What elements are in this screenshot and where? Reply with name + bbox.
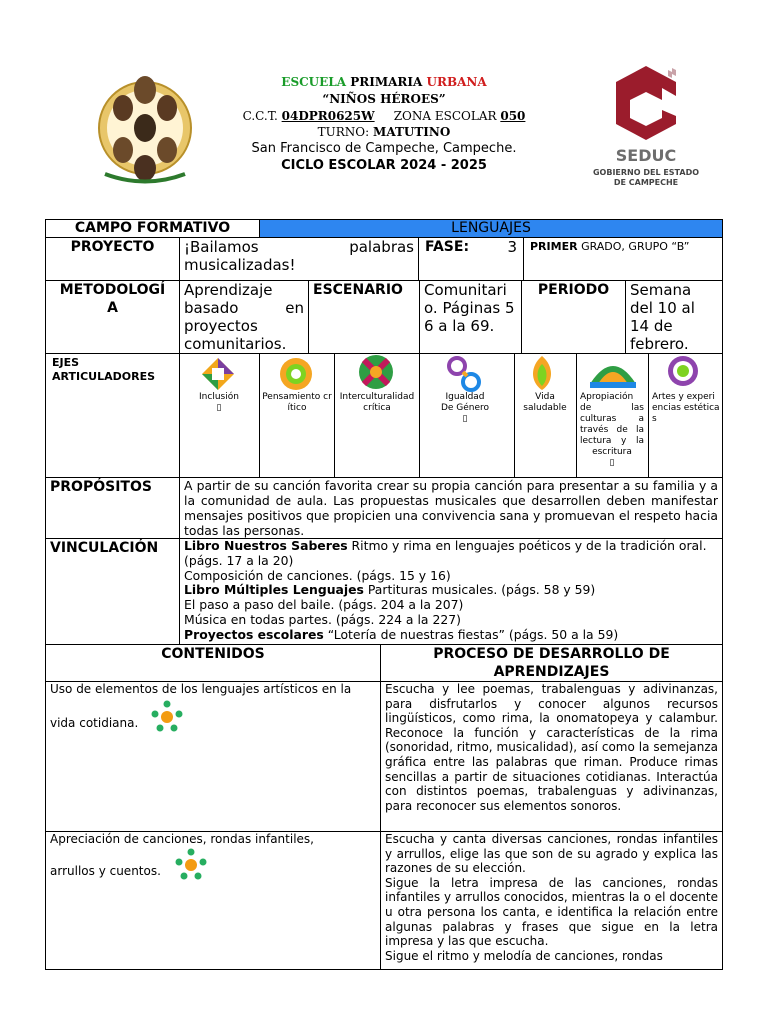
cycle-line: CICLO ESCOLAR 2024 - 2025 <box>281 158 487 173</box>
igualdad-genero-icon <box>445 354 485 394</box>
fase-cell: FASE: 3 <box>418 237 524 281</box>
seduc-name: SEDUC <box>615 146 677 165</box>
escuela-word: ESCUELA <box>281 75 347 89</box>
cct-line: C.C.T. 04DPR0625W ZONA ESCOLAR 050 <box>242 109 526 123</box>
escenario-value: Comunitario. Páginas 56 a la 69. <box>419 280 522 354</box>
eje-artes: Artes y experiencias estéticas <box>652 392 720 424</box>
urbana-word: URBANA <box>426 75 487 89</box>
contenido-row-2: Apreciación de canciones, rondas infantiles, arrullos y cuentos. <box>45 831 381 970</box>
metodologia-label: METODOLOGÍA <box>45 280 180 354</box>
ejes-label: EJES ARTICULADORES <box>45 353 180 478</box>
vinculacion-value: Libro Nuestros Saberes Ritmo y rima en lenguajes poéticos y de la tradición oral. (págs. 17 a la 20) Composición de canciones. (págs. 15 y 16) Libro Múltiples Lenguajes Partituras musicales. (págs. 58 y 59) El paso a paso del baile. (págs. 204 a la 207) Música en todas partes. (págs. 224 a la 227) Proyectos escolares “Lotería de nuestras fiestas” (págs. 50 a la 59) <box>179 538 723 645</box>
proceso-row-2: Escucha y canta diversas canciones, rondas infantiles y arrullos, elige las que son de su agrado y explica las razones de su elección. Sigue la letra impresa de las canciones, rondas infantiles y arrullos conocidos, mientras la o el docente u otra persona los canta, e identifica la relación entre algunas palabras y frases que sigue en la letra impresa y las que escucha. Sigue el ritmo y melodía de canciones, rondas <box>380 831 723 970</box>
pensamiento-critico-icon <box>278 356 314 392</box>
vida-saludable-icon <box>524 354 560 392</box>
vinculacion-label: VINCULACIÓN <box>45 538 180 645</box>
proyecto-label: PROYECTO <box>45 237 180 281</box>
campo-label: CAMPO FORMATIVO <box>45 219 260 238</box>
periodo-value: Semana del 10 al 14 de febrero. <box>625 280 723 354</box>
inclusion-icon <box>200 356 236 392</box>
eje-pensamiento: Pensamiento crítico <box>262 392 332 413</box>
school-emblem <box>95 64 195 188</box>
eje-interculturalidad: Interculturalidad crítica <box>339 392 415 413</box>
proyecto-value: ¡Bailamos palabras musicalizadas! <box>179 237 419 281</box>
school-type-line <box>200 75 568 89</box>
zona-value: 050 <box>500 109 526 123</box>
cct-value: 04DPR0625W <box>281 109 375 123</box>
city-line: San Francisco de Campeche, Campeche. <box>251 141 517 156</box>
pensamiento-critico-small-icon-2 <box>172 846 210 884</box>
contenidos-header: CONTENIDOS <box>45 644 381 682</box>
seduc-sub2: DE CAMPECHE <box>613 178 679 187</box>
seduc-logo <box>606 62 686 142</box>
apropiacion-culturas-icon <box>588 354 638 390</box>
periodo-label: PERIODO <box>521 280 626 354</box>
contenido-row-1: Uso de elementos de los lenguajes artísticos en la vida cotidiana. <box>45 681 381 832</box>
eje-vida: Vida saludable <box>523 392 567 413</box>
proceso-row-1: Escucha y lee poemas, trabalenguas y adivinanzas, para disfrutarlos y conocer algunos recursos lingüísticos, como rima, la onomatopeya y calambur. Reconoce la función y características de la rima (sonoridad, ritmo, musicalidad), así como la semejanza gráfica entre las palabras que riman. Produce rimas sencillas a partir de situaciones cotidianas. Interactúa con distintos poemas, trabalenguas y adivinanzas, para reconocer sus elementos sonoros. <box>380 681 723 832</box>
interculturalidad-icon <box>358 354 394 390</box>
grado-cell: PRIMER GRADO, GRUPO “B” <box>523 237 723 281</box>
metodologia-value: Aprendizaje basado en proyectos comunitarios. <box>179 280 309 354</box>
eje-apropiacion: Apropiación de las culturas a través de la lectura y la escritura ▯ <box>580 392 644 468</box>
pensamiento-critico-small-icon <box>148 698 186 736</box>
eje-inclusion: Inclusión ▯ <box>199 392 239 413</box>
turno-line: TURNO: MATUTINO <box>317 125 451 139</box>
proceso-header: PROCESO DE DESARROLLO DE APRENDIZAJES <box>380 644 723 682</box>
eje-igualdad: Igualdad De Género ▯ <box>440 392 490 424</box>
primaria-word: PRIMARIA <box>350 75 423 89</box>
fase-value: 3 <box>507 238 517 256</box>
turno-value: MATUTINO <box>373 125 451 139</box>
campo-value: LENGUAJES <box>259 219 723 238</box>
propositos-value: A partir de su canción favorita crear su propia canción para presentar a su familia y a la comunidad de aula. Las propuestas musicales que desarrollen deben manifestar mensajes positivos que propicien una convivencia sana y promuevan el respeto hacia todas las personas. <box>179 477 723 539</box>
seduc-sub1: GOBIERNO DEL ESTADO <box>592 168 700 177</box>
artes-icon <box>666 354 700 388</box>
escenario-label: ESCENARIO <box>308 280 420 354</box>
propositos-label: PROPÓSITOS <box>45 477 180 539</box>
school-name: “NIÑOS HÉROES” <box>322 92 446 106</box>
